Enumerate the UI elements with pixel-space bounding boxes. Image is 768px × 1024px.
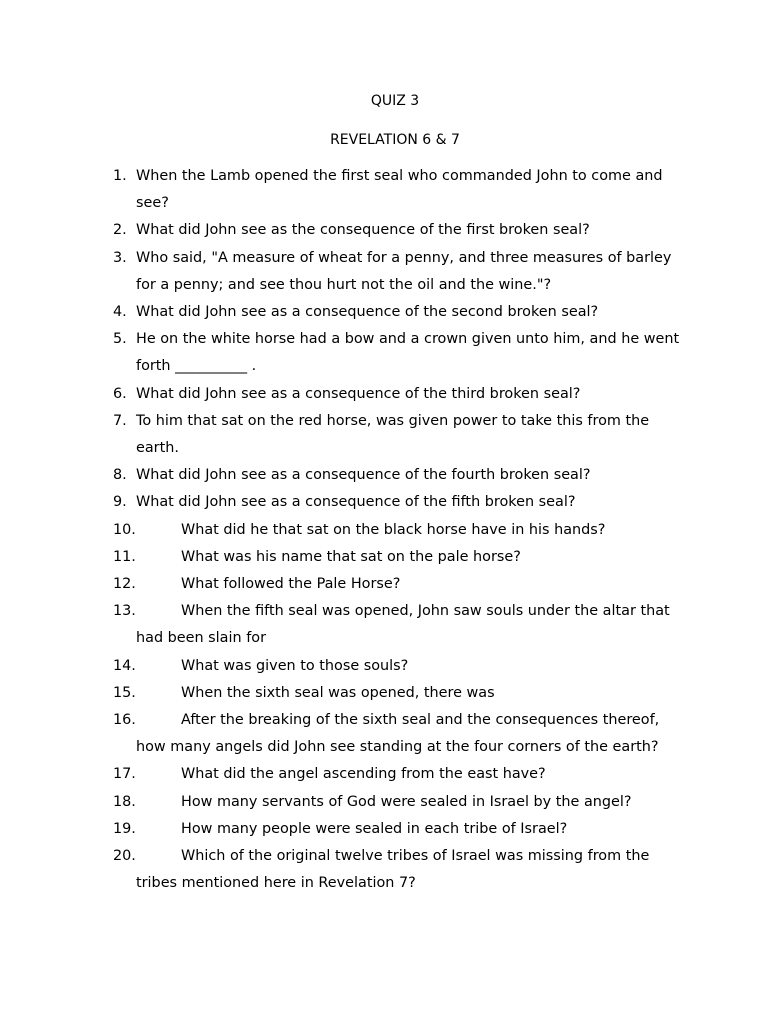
question-item bbox=[113, 217, 693, 244]
question-text: When the Lamb opened the first seal who commanded John to come and see? bbox=[136, 168, 663, 212]
question-text: He on the white horse had a bow and a crown given unto him, and he went forth __________ . bbox=[136, 331, 680, 375]
question-item bbox=[113, 408, 693, 462]
question-item bbox=[113, 598, 693, 652]
quiz-subtitle: REVELATION 6 & 7 bbox=[330, 132, 460, 148]
question-text: What followed the Pale Horse? bbox=[181, 576, 401, 593]
question-list bbox=[113, 163, 693, 897]
question-number: 8. bbox=[113, 467, 127, 484]
question-text: To him that sat on the red horse, was given power to take this from the earth. bbox=[136, 412, 650, 457]
question-item bbox=[113, 381, 693, 408]
question-item bbox=[113, 544, 693, 571]
question-text: What did John see as a consequence of the fifth broken seal? bbox=[136, 494, 576, 511]
question-item bbox=[113, 789, 693, 816]
question-number: 7. bbox=[113, 412, 127, 429]
question-item bbox=[113, 163, 693, 217]
question-text: What did John see as the consequence of the first broken seal? bbox=[136, 222, 590, 239]
question-item bbox=[113, 326, 693, 380]
question-number: 20. bbox=[113, 848, 136, 865]
question-number: 9. bbox=[113, 494, 127, 511]
question-text: What did he that sat on the black horse have in his hands? bbox=[181, 521, 606, 538]
question-number: 1. bbox=[113, 168, 127, 184]
question-number: 14. bbox=[113, 657, 136, 674]
question-text: How many people were sealed in each tribe of Israel? bbox=[181, 820, 568, 837]
question-text: What was his name that sat on the pale horse? bbox=[181, 548, 521, 565]
question-item bbox=[113, 517, 693, 544]
question-text: What did John see as a consequence of the second broken seal? bbox=[136, 304, 599, 321]
question-text: What did John see as a consequence of the third broken seal? bbox=[136, 385, 581, 402]
question-number: 2. bbox=[113, 222, 127, 239]
question-text: Which of the original twelve tribes of Israel was missing from the tribes mentioned here in Revelation 7? bbox=[136, 848, 650, 892]
question-number: 15. bbox=[113, 684, 136, 701]
question-text: What did the angel ascending from the east have? bbox=[181, 766, 546, 783]
question-number: 19. bbox=[113, 820, 136, 837]
question-number: 3. bbox=[113, 249, 127, 266]
question-number: 13. bbox=[113, 603, 136, 620]
question-text: What was given to those souls? bbox=[181, 657, 409, 674]
question-item bbox=[113, 816, 693, 843]
question-text: When the fifth seal was opened, John saw souls under the altar that had been slain for bbox=[136, 603, 670, 647]
question-number: 11. bbox=[113, 548, 136, 565]
question-text: What did John see as a consequence of the fourth broken seal? bbox=[136, 467, 591, 484]
question-number: 17. bbox=[113, 766, 136, 783]
question-text: Who said, "A measure of wheat for a penny, and three measures of barley for a penny; and see thou hurt not the oil and the wine."? bbox=[136, 249, 672, 293]
question-item bbox=[113, 571, 693, 598]
question-number: 5. bbox=[113, 331, 127, 348]
quiz-title: QUIZ 3 bbox=[370, 93, 420, 109]
question-item bbox=[113, 843, 693, 897]
question-text: After the breaking of the sixth seal and the consequences thereof, how many angels did John see standing at the four corners of the earth? bbox=[136, 712, 660, 756]
question-item bbox=[113, 489, 693, 516]
question-text: When the sixth seal was opened, there was bbox=[181, 684, 495, 701]
question-item bbox=[113, 299, 693, 326]
question-item bbox=[113, 680, 693, 707]
question-item bbox=[113, 761, 693, 788]
question-item bbox=[113, 462, 693, 489]
question-number: 4. bbox=[113, 304, 127, 321]
question-number: 18. bbox=[113, 793, 136, 810]
question-number: 16. bbox=[113, 712, 136, 729]
question-item bbox=[113, 653, 693, 680]
question-number: 10. bbox=[113, 521, 136, 538]
question-item bbox=[113, 245, 693, 299]
question-number: 12. bbox=[113, 576, 136, 593]
question-item bbox=[113, 707, 693, 761]
question-text: How many servants of God were sealed in Israel by the angel? bbox=[181, 793, 632, 810]
question-number: 6. bbox=[113, 385, 127, 402]
